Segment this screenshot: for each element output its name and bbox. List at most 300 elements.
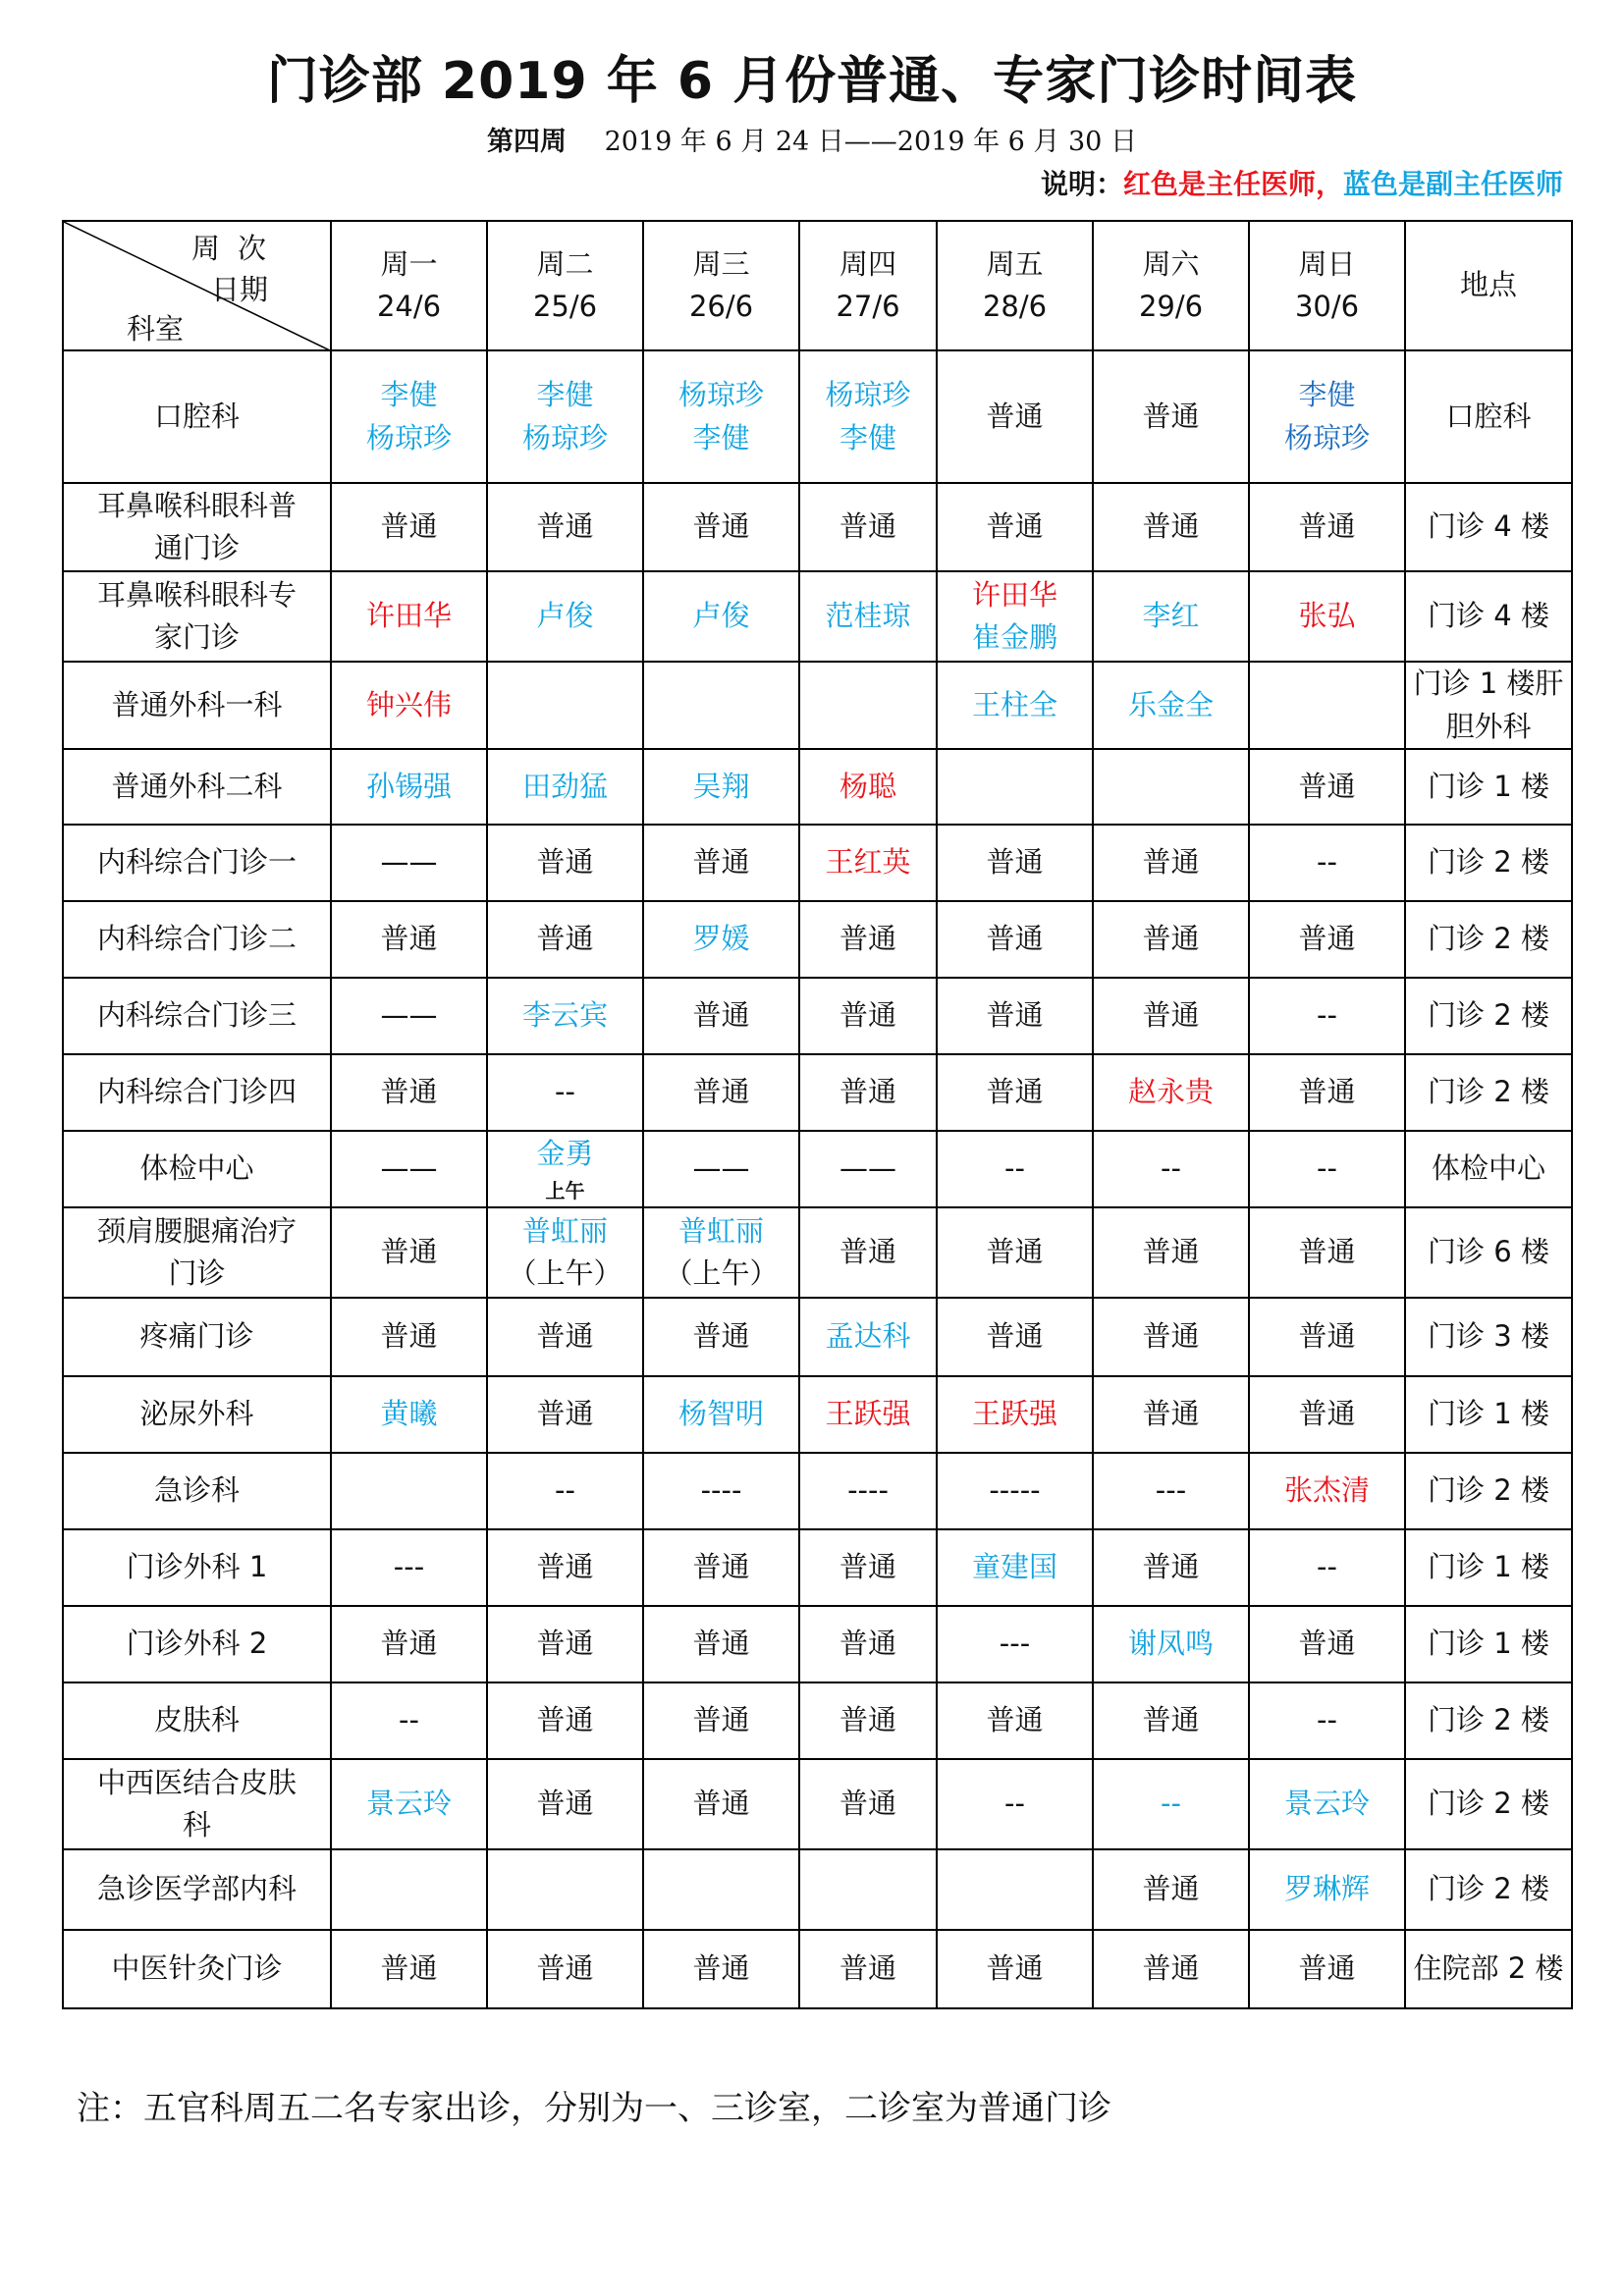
cell-value: 普通 <box>1298 509 1356 544</box>
table-row <box>63 749 1572 825</box>
cell-value: 普通 <box>380 1075 438 1109</box>
cell-value: 普通 <box>1298 1075 1356 1109</box>
location-line: 门诊 4 楼 <box>1428 599 1549 633</box>
table-row <box>63 483 1572 571</box>
cell-value: -- <box>1317 1703 1337 1737</box>
cell-value: 普通 <box>692 509 750 544</box>
cell-value: 普通 <box>1298 922 1356 956</box>
location-cell <box>1405 1849 1572 1930</box>
cell-value: -- <box>1317 1550 1337 1584</box>
cell-value: 普通 <box>986 1075 1044 1109</box>
cell-value: ---- <box>847 1473 889 1508</box>
doctor-name: 乐金全 <box>1127 687 1214 721</box>
cell-value: 普通 <box>692 1787 750 1821</box>
doctor-name: 普虹丽 <box>521 1213 608 1248</box>
schedule-cell <box>937 901 1093 978</box>
cell-value: -- <box>1317 845 1337 880</box>
time-suffix: 上午 <box>545 1178 585 1202</box>
dept-cell <box>63 1606 331 1682</box>
location-line: 门诊 2 楼 <box>1428 1703 1549 1737</box>
schedule-cell <box>487 1298 643 1376</box>
schedule-cell <box>331 749 487 825</box>
schedule-cell <box>643 1606 799 1682</box>
doctor-name: 张杰清 <box>1283 1473 1370 1508</box>
schedule-cell <box>799 483 937 571</box>
schedule-cell <box>487 1054 643 1131</box>
schedule-cell <box>643 1849 799 1930</box>
schedule-cell <box>1093 978 1249 1054</box>
cell-value: 普通 <box>1142 1235 1200 1269</box>
table-row <box>63 1682 1572 1759</box>
schedule-cell <box>1093 1376 1249 1453</box>
cell-value: 普通 <box>692 1627 750 1661</box>
cell-value: 普通 <box>1298 1319 1356 1354</box>
dept-name-line: 颈肩腰腿痛治疗 <box>96 1213 297 1248</box>
cell-value: —— <box>380 1151 438 1186</box>
schedule-cell <box>1093 1298 1249 1376</box>
dept-name-line: 中西医结合皮肤 <box>96 1765 297 1799</box>
schedule-cell <box>487 662 643 749</box>
location-cell <box>1405 350 1572 483</box>
doctor-name: 许田华 <box>365 599 452 633</box>
schedule-cell <box>643 662 799 749</box>
schedule-cell <box>487 825 643 901</box>
doctor-name: 钟兴伟 <box>365 687 452 721</box>
cell-value: 普通 <box>839 998 896 1033</box>
schedule-cell <box>1093 1849 1249 1930</box>
day-header-1 <box>331 221 487 350</box>
schedule-cell <box>331 1930 487 2008</box>
dept-name-line: 皮肤科 <box>153 1703 240 1737</box>
schedule-cell <box>643 1453 799 1529</box>
doctor-name: 李云宾 <box>521 998 608 1033</box>
schedule-cell <box>643 901 799 978</box>
dept-name-line: 急诊医学部内科 <box>96 1872 297 1906</box>
doctor-name: 李健 <box>839 420 896 454</box>
schedule-cell <box>1093 1759 1249 1849</box>
dept-name-line: 门诊外科 2 <box>126 1627 268 1661</box>
schedule-cell <box>643 1131 799 1207</box>
schedule-cell <box>643 350 799 483</box>
cell-value: 普通 <box>1298 1627 1356 1661</box>
dept-cell <box>63 825 331 901</box>
schedule-cell <box>1249 978 1405 1054</box>
cell-value: -- <box>555 1473 575 1508</box>
schedule-cell <box>331 350 487 483</box>
cell-value: 普通 <box>1142 1703 1200 1737</box>
dept-name-line: 通门诊 <box>153 531 240 564</box>
day-name: 周五 <box>986 246 1044 281</box>
cell-value: -- <box>555 1075 575 1109</box>
cell-value: 普通 <box>839 1235 896 1269</box>
schedule-cell <box>331 1131 487 1207</box>
cell-value: 普通 <box>536 1397 594 1431</box>
doctor-name: 孟达科 <box>825 1319 911 1354</box>
cell-value: 普通 <box>380 1319 438 1354</box>
schedule-cell <box>1093 1682 1249 1759</box>
location-line: 胆外科 <box>1445 709 1532 743</box>
doctor-name: 普虹丽 <box>677 1213 764 1248</box>
cell-value: —— <box>839 1151 896 1186</box>
schedule-cell <box>487 1849 643 1930</box>
dept-cell <box>63 350 331 483</box>
table-row <box>63 978 1572 1054</box>
dept-name-line: 内科综合门诊二 <box>96 922 297 956</box>
schedule-cell <box>643 749 799 825</box>
dept-name-line: 内科综合门诊一 <box>96 845 297 880</box>
day-name: 周二 <box>536 246 594 281</box>
cell-value: 普通 <box>536 509 594 544</box>
schedule-cell <box>487 1131 643 1207</box>
schedule-cell <box>487 1606 643 1682</box>
schedule-cell <box>1249 1529 1405 1606</box>
cell-value: 普通 <box>986 1319 1044 1354</box>
doctor-name: -- <box>1161 1787 1181 1821</box>
cell-value: 普通 <box>839 1787 896 1821</box>
schedule-cell <box>799 571 937 662</box>
doctor-name: 李健 <box>692 420 750 454</box>
location-line: 门诊 2 楼 <box>1428 845 1549 880</box>
schedule-cell <box>1093 350 1249 483</box>
schedule-cell <box>937 571 1093 662</box>
location-line: 门诊 2 楼 <box>1428 922 1549 956</box>
cell-value: 普通 <box>1298 1951 1356 1986</box>
cell-value: --- <box>999 1627 1031 1661</box>
table-row <box>63 1606 1572 1682</box>
day-header-2 <box>487 221 643 350</box>
location-line: 门诊 1 楼 <box>1428 1397 1549 1431</box>
dept-name-line: 内科综合门诊三 <box>96 998 297 1033</box>
schedule-cell <box>487 483 643 571</box>
cell-value: 普通 <box>692 1951 750 1986</box>
cell-value: 普通 <box>536 922 594 956</box>
cell-value: -- <box>1161 1151 1181 1186</box>
cell-value: -- <box>1004 1787 1025 1821</box>
header-row <box>63 221 1572 350</box>
cell-value: -- <box>399 1703 419 1737</box>
page-title: 门诊部 2019 年 6 月份普通、专家门诊时间表 <box>266 52 1358 111</box>
location-line: 口腔科 <box>1445 399 1532 433</box>
location-cell <box>1405 1376 1572 1453</box>
location-cell <box>1405 1682 1572 1759</box>
corner-week-label: 周次 <box>191 232 285 265</box>
doctor-name: 王跃强 <box>825 1397 911 1431</box>
doctor-name: 张弘 <box>1298 599 1356 633</box>
schedule-cell <box>799 825 937 901</box>
cell-value: 普通 <box>692 1550 750 1584</box>
doctor-name: 金勇 <box>536 1137 594 1171</box>
dept-name-line: 耳鼻喉科眼科专 <box>96 577 297 612</box>
table-row <box>63 662 1572 749</box>
day-date: 26/6 <box>688 290 754 323</box>
schedule-cell <box>937 1054 1093 1131</box>
schedule-cell <box>643 1930 799 2008</box>
dept-name-line: 普通外科一科 <box>111 687 283 721</box>
day-header-6 <box>1093 221 1249 350</box>
schedule-cell <box>1249 1298 1405 1376</box>
schedule-cell <box>643 1529 799 1606</box>
cell-value: 普通 <box>986 1951 1044 1986</box>
dept-cell <box>63 978 331 1054</box>
location-line: 门诊 2 楼 <box>1428 998 1549 1033</box>
day-date: 29/6 <box>1138 290 1204 323</box>
doctor-name: 罗媛 <box>692 922 750 956</box>
cell-value: 普通 <box>692 998 750 1033</box>
cell-value: 普通 <box>986 399 1044 433</box>
location-cell <box>1405 1207 1572 1298</box>
schedule-cell <box>1093 1453 1249 1529</box>
schedule-cell <box>799 1759 937 1849</box>
legend-prefix: 说明： <box>1040 168 1123 200</box>
cell-value: 普通 <box>1142 1951 1200 1986</box>
cell-value: 普通 <box>1298 1397 1356 1431</box>
day-header-3 <box>643 221 799 350</box>
location-line: 门诊 3 楼 <box>1428 1319 1549 1354</box>
table-row <box>63 1759 1572 1849</box>
location-line: 门诊 2 楼 <box>1428 1872 1549 1906</box>
schedule-cell <box>799 1207 937 1298</box>
schedule-cell <box>937 1930 1093 2008</box>
schedule-cell <box>487 350 643 483</box>
cell-value: 普通 <box>380 922 438 956</box>
schedule-cell <box>799 1054 937 1131</box>
day-date: 25/6 <box>532 290 598 323</box>
cell-value: 普通 <box>1142 399 1200 433</box>
location-line: 门诊 1 楼 <box>1428 1627 1549 1661</box>
dept-name-line: 家门诊 <box>153 620 240 654</box>
cell-value: 普通 <box>839 1703 896 1737</box>
legend-blue-text: 蓝色是副主任医师 <box>1342 168 1563 200</box>
cell-value: 普通 <box>536 1319 594 1354</box>
schedule-cell <box>1249 1606 1405 1682</box>
schedule-cell <box>937 978 1093 1054</box>
cell-value: 普通 <box>1142 1872 1200 1906</box>
table-row <box>63 1054 1572 1131</box>
time-note: （上午） <box>664 1256 779 1290</box>
schedule-cell <box>1093 483 1249 571</box>
dept-cell <box>63 571 331 662</box>
schedule-cell <box>331 1376 487 1453</box>
dept-name-line: 内科综合门诊四 <box>96 1075 297 1109</box>
cell-value: ---- <box>700 1473 742 1508</box>
schedule-cell <box>643 825 799 901</box>
doctor-name: 黄曦 <box>380 1397 438 1431</box>
schedule-table <box>62 220 1573 2009</box>
schedule-cell <box>799 1606 937 1682</box>
cell-value: 普通 <box>839 509 896 544</box>
cell-value: 普通 <box>839 1627 896 1661</box>
schedule-cell <box>1093 825 1249 901</box>
cell-value: 普通 <box>1142 922 1200 956</box>
schedule-cell <box>937 749 1093 825</box>
time-note: （上午） <box>508 1256 623 1290</box>
location-line: 门诊 2 楼 <box>1428 1473 1549 1508</box>
doctor-name: 孙锡强 <box>365 769 452 803</box>
schedule-cell <box>937 1682 1093 1759</box>
location-cell <box>1405 1759 1572 1849</box>
table-row <box>63 901 1572 978</box>
schedule-cell <box>643 1759 799 1849</box>
schedule-cell <box>937 1453 1093 1529</box>
schedule-cell <box>331 1682 487 1759</box>
footnote: 注：五官科周五二名专家出诊，分别为一、三诊室，二诊室为普通门诊 <box>77 2089 1111 2128</box>
schedule-cell <box>937 662 1093 749</box>
cell-value: 普通 <box>839 1075 896 1109</box>
schedule-cell <box>643 1298 799 1376</box>
doctor-name: 卢俊 <box>536 599 594 633</box>
schedule-cell <box>331 1529 487 1606</box>
schedule-cell <box>1249 350 1405 483</box>
cell-value: 普通 <box>839 1550 896 1584</box>
table-row <box>63 1298 1572 1376</box>
cell-value: —— <box>692 1151 750 1186</box>
schedule-cell <box>937 1207 1093 1298</box>
doctor-name: 景云玲 <box>365 1787 452 1821</box>
cell-value: 普通 <box>839 1951 896 1986</box>
schedule-cell <box>1093 1529 1249 1606</box>
schedule-cell <box>331 483 487 571</box>
day-name: 周一 <box>380 246 438 281</box>
schedule-cell <box>643 1054 799 1131</box>
cell-value: ----- <box>989 1473 1041 1508</box>
schedule-cell <box>643 571 799 662</box>
schedule-cell <box>1093 901 1249 978</box>
cell-value: --- <box>1155 1473 1187 1508</box>
doctor-name: 赵永贵 <box>1127 1075 1214 1109</box>
schedule-cell <box>331 1298 487 1376</box>
doctor-name: 杨琼珍 <box>521 420 608 454</box>
schedule-cell <box>331 825 487 901</box>
dept-cell <box>63 1529 331 1606</box>
location-cell <box>1405 901 1572 978</box>
doctor-name: 杨智明 <box>677 1397 764 1431</box>
corner-date-label: 日期 <box>211 273 269 306</box>
schedule-cell <box>1249 749 1405 825</box>
schedule-cell <box>643 1376 799 1453</box>
table-row <box>63 1849 1572 1930</box>
location-cell <box>1405 978 1572 1054</box>
schedule-cell <box>487 978 643 1054</box>
doctor-name: 崔金鹏 <box>971 620 1057 654</box>
schedule-cell <box>799 1453 937 1529</box>
dept-name-line: 普通外科二科 <box>111 769 283 803</box>
schedule-cell <box>331 1207 487 1298</box>
cell-value: 普通 <box>1298 769 1356 803</box>
schedule-cell <box>1249 1453 1405 1529</box>
cell-value: -- <box>1317 998 1337 1033</box>
week-range: 2019 年 6 月 24 日——2019 年 6 月 30 日 <box>604 127 1137 157</box>
day-name: 周日 <box>1298 246 1356 281</box>
dept-name-line: 口腔科 <box>153 399 240 433</box>
schedule-cell <box>937 1529 1093 1606</box>
schedule-cell <box>487 571 643 662</box>
dept-cell <box>63 1453 331 1529</box>
schedule-cell <box>331 1759 487 1849</box>
dept-cell <box>63 1207 331 1298</box>
schedule-cell <box>331 1453 487 1529</box>
schedule-cell <box>1093 1054 1249 1131</box>
schedule-cell <box>643 978 799 1054</box>
cell-value: 普通 <box>692 845 750 880</box>
schedule-cell <box>487 1529 643 1606</box>
legend-red-text: 红色是主任医师， <box>1122 168 1343 200</box>
dept-cell <box>63 1376 331 1453</box>
schedule-cell <box>937 1131 1093 1207</box>
schedule-cell <box>1093 1207 1249 1298</box>
doctor-name: 许田华 <box>971 577 1057 612</box>
schedule-cell <box>937 1298 1093 1376</box>
schedule-cell <box>487 1207 643 1298</box>
cell-value: 普通 <box>692 1703 750 1737</box>
day-header-7 <box>1249 221 1405 350</box>
schedule-cell <box>643 1207 799 1298</box>
schedule-cell <box>1093 571 1249 662</box>
dept-name-line: 中医针灸门诊 <box>111 1951 283 1986</box>
corner-header-cell <box>63 221 331 350</box>
doctor-name: 童建国 <box>971 1550 1057 1584</box>
dept-name-line: 疼痛门诊 <box>139 1319 254 1354</box>
schedule-cell <box>1249 825 1405 901</box>
cell-value: 普通 <box>380 1951 438 1986</box>
cell-value: —— <box>380 845 438 880</box>
schedule-cell <box>799 1376 937 1453</box>
location-line: 体检中心 <box>1431 1151 1545 1186</box>
schedule-cell <box>799 1298 937 1376</box>
dept-cell <box>63 662 331 749</box>
day-header-4 <box>799 221 937 350</box>
schedule-cell <box>331 1606 487 1682</box>
cell-value: 普通 <box>536 1550 594 1584</box>
schedule-cell <box>937 1376 1093 1453</box>
schedule-cell <box>331 978 487 1054</box>
table-row <box>63 1930 1572 2008</box>
cell-value: 普通 <box>536 1627 594 1661</box>
schedule-cell <box>1249 1759 1405 1849</box>
schedule-cell <box>937 483 1093 571</box>
cell-value: 普通 <box>1142 1550 1200 1584</box>
schedule-cell <box>1249 1849 1405 1930</box>
table-row <box>63 1376 1572 1453</box>
schedule-cell <box>799 901 937 978</box>
dept-cell <box>63 1930 331 2008</box>
schedule-cell <box>799 1930 937 2008</box>
dept-name-line: 门诊 <box>168 1256 226 1290</box>
schedule-cell <box>1249 1930 1405 2008</box>
cell-value: 普通 <box>986 1235 1044 1269</box>
dept-cell <box>63 1131 331 1207</box>
doctor-name: 吴翔 <box>692 769 750 803</box>
schedule-cell <box>799 978 937 1054</box>
day-date: 27/6 <box>836 290 900 323</box>
doctor-name: 杨琼珍 <box>1283 420 1370 454</box>
schedule-cell <box>937 825 1093 901</box>
schedule-cell <box>1093 1131 1249 1207</box>
schedule-cell <box>799 1682 937 1759</box>
cell-value: 普通 <box>1298 1235 1356 1269</box>
day-name: 周六 <box>1142 246 1200 281</box>
doctor-name: 杨聪 <box>839 769 896 803</box>
doctor-name: 王跃强 <box>971 1397 1057 1431</box>
schedule-cell <box>799 1131 937 1207</box>
location-cell <box>1405 825 1572 901</box>
dept-name-line: 急诊科 <box>153 1473 240 1508</box>
cell-value: 普通 <box>380 1235 438 1269</box>
location-cell <box>1405 1930 1572 2008</box>
location-cell <box>1405 483 1572 571</box>
cell-value: -- <box>1004 1151 1025 1186</box>
schedule-body <box>63 350 1572 2008</box>
schedule-cell <box>1249 901 1405 978</box>
